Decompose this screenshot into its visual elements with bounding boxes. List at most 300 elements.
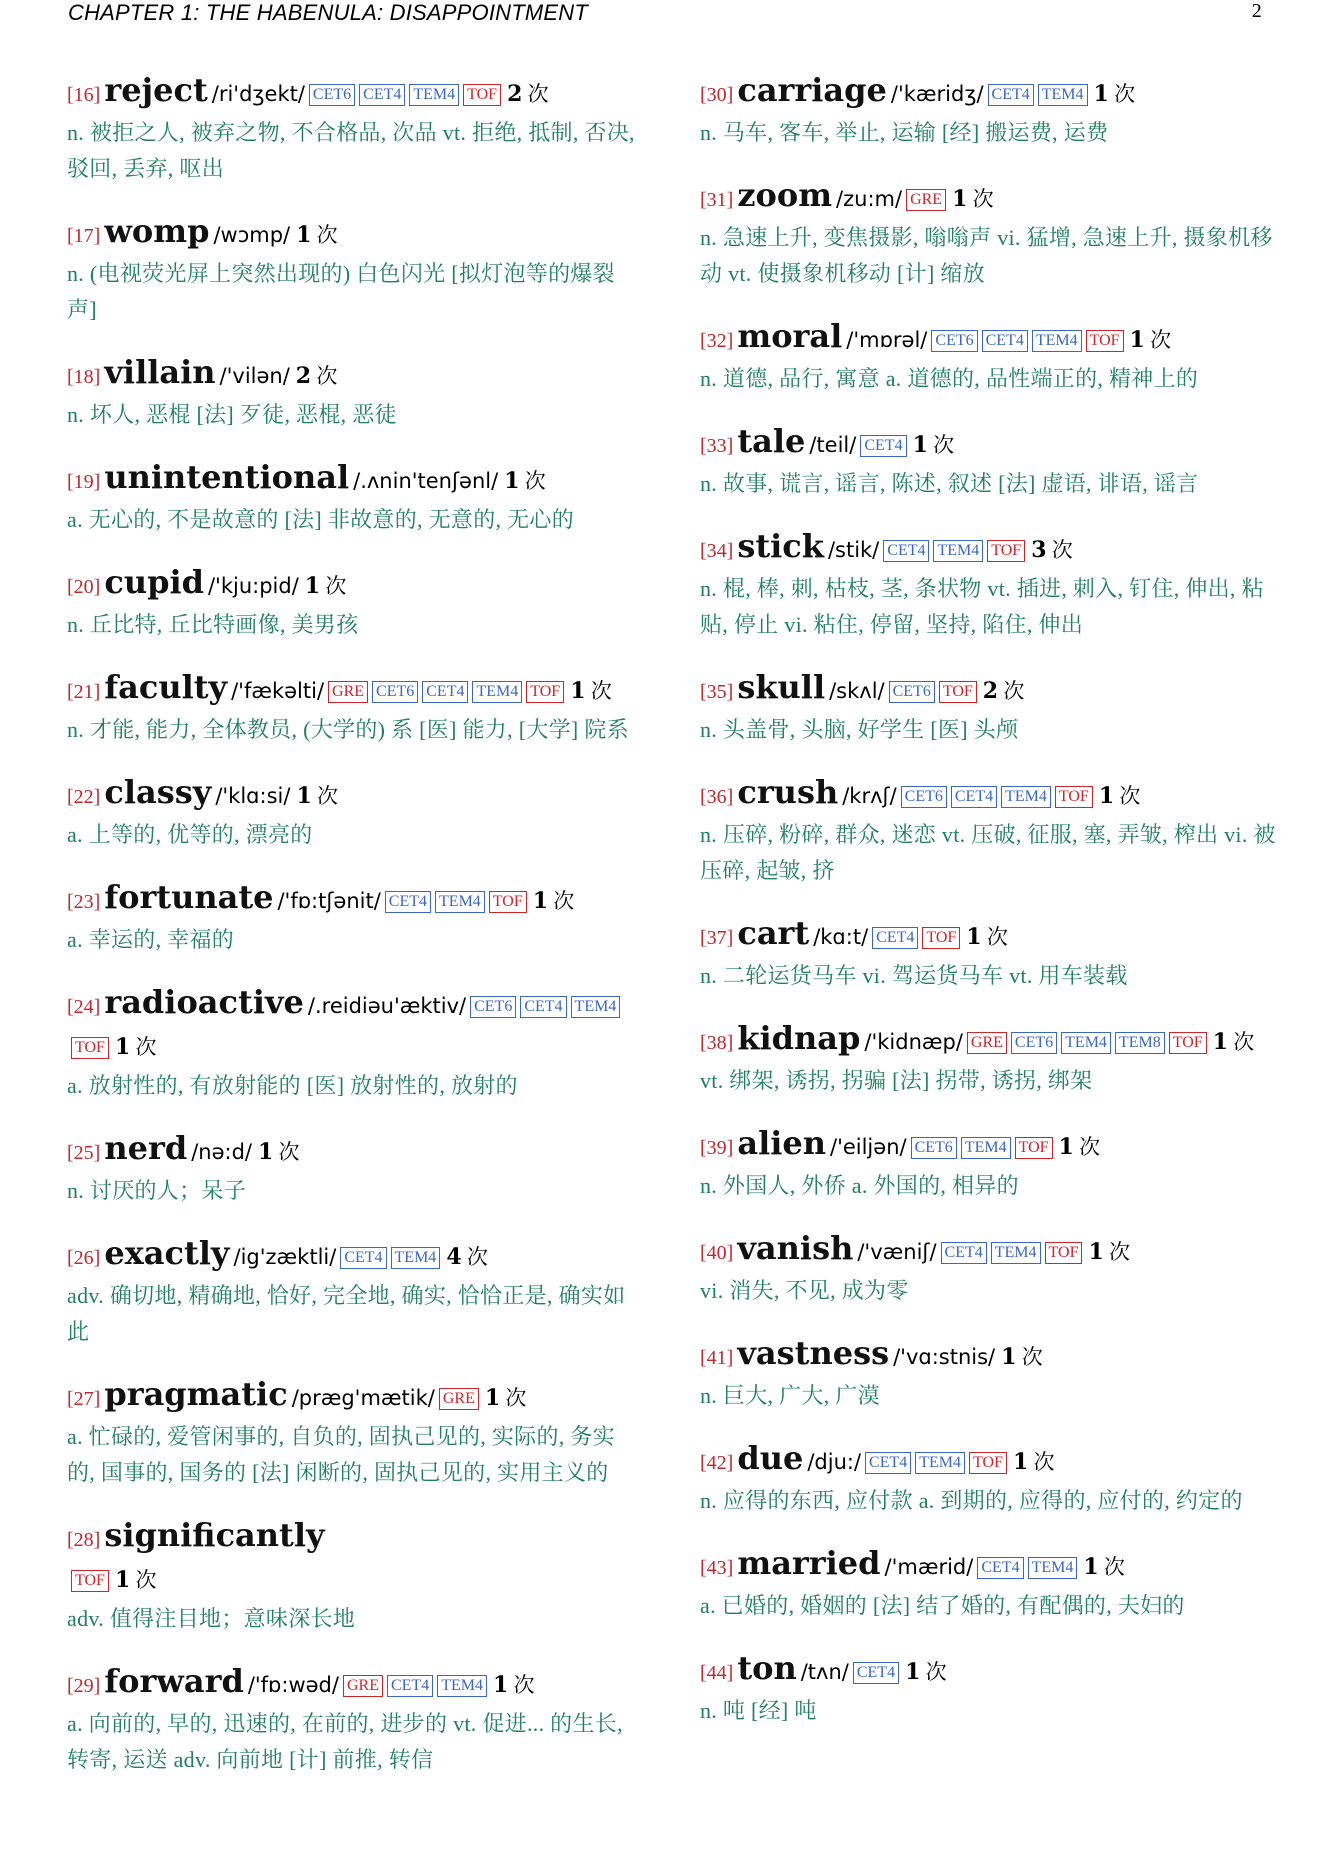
count-number: 1 — [1001, 1344, 1017, 1370]
headword: kidnap — [737, 1019, 861, 1057]
vocab-entry — [67, 1128, 643, 1209]
exam-tag-tof: TOF — [1015, 1137, 1053, 1159]
entry-headline — [700, 1543, 1276, 1588]
count-number: 4 — [446, 1244, 462, 1270]
exam-tag-tem4: TEM4 — [915, 1452, 965, 1474]
phonetic: /'vilən/ — [219, 364, 290, 388]
headword: cupid — [104, 563, 204, 601]
count-unit: 次 — [972, 187, 994, 211]
count-number: 1 — [1212, 1029, 1228, 1055]
exam-tag-cet6: CET6 — [911, 1137, 957, 1159]
vocab-entry — [700, 421, 1276, 502]
definition: n. 棍, 棒, 刺, 枯枝, 茎, 条状物 vt. 插进, 刺入, 钉住, 伸出, 粘贴, 停止 vi. 粘住, 停留, 坚持, 陷住, 伸出 — [700, 576, 1264, 637]
headword: womp — [104, 212, 210, 250]
count-unit: 次 — [1119, 784, 1141, 808]
definition: n. 才能, 能力, 全体教员, (大学的) 系 [医] 能力, [大学] 院系 — [67, 717, 629, 742]
vocab-entry — [700, 913, 1276, 994]
vocab-entry — [700, 70, 1276, 151]
count-unit: 次 — [1233, 1030, 1255, 1054]
occurrence-count — [507, 82, 549, 106]
headword: due — [737, 1439, 804, 1477]
count-number: 2 — [295, 363, 312, 389]
headword: radioactive — [104, 983, 304, 1021]
phonetic: /'fækəlti/ — [231, 679, 325, 703]
count-number: 1 — [1083, 1554, 1099, 1580]
entry-number: [22] — [67, 786, 101, 808]
exam-tag-cet4: CET4 — [982, 330, 1028, 352]
occurrence-count — [983, 679, 1025, 703]
definition: n. 头盖骨, 头脑, 好学生 [医] 头颅 — [700, 717, 1019, 742]
exam-tags — [381, 891, 527, 913]
entry-headline — [67, 211, 643, 256]
definition: n. 应得的东西, 应付款 a. 到期的, 应得的, 应付的, 约定的 — [700, 1488, 1243, 1513]
phonetic: /ri'dʒekt/ — [211, 82, 305, 106]
exam-tag-tof: TOF — [987, 540, 1025, 562]
definition: a. 向前的, 早的, 迅速的, 在前的, 进步的 vt. 促进... 的生长, 转寄, 运送 adv. 向前地 [计] 前推, 转信 — [67, 1711, 623, 1772]
count-number: 1 — [1129, 327, 1145, 353]
exam-tag-tem4: TEM4 — [435, 891, 485, 913]
occurrence-count — [1130, 328, 1172, 352]
count-number: 1 — [905, 1659, 921, 1685]
count-number: 1 — [1012, 1449, 1029, 1475]
definition: n. 马车, 客车, 举止, 运输 [经] 搬运费, 运费 — [700, 120, 1109, 145]
phonetic: /ig'zæktli/ — [233, 1245, 337, 1269]
count-unit: 次 — [1051, 538, 1073, 562]
exam-tag-cet6: CET6 — [470, 996, 516, 1018]
count-unit: 次 — [553, 889, 575, 913]
vocab-entry — [700, 175, 1276, 292]
exam-tags — [856, 435, 906, 457]
vocab-entry — [700, 1438, 1276, 1519]
headword: forward — [104, 1662, 244, 1700]
vocab-entry — [700, 1228, 1276, 1309]
occurrence-count — [966, 925, 1008, 949]
occurrence-count — [1001, 1345, 1043, 1369]
entry-number: [26] — [67, 1247, 101, 1269]
occurrence-count — [115, 1568, 157, 1592]
exam-tag-tof: TOF — [1086, 330, 1124, 352]
entry-headline — [67, 1233, 643, 1278]
count-unit: 次 — [590, 679, 612, 703]
exam-tag-tem8: TEM8 — [1115, 1032, 1165, 1054]
count-unit: 次 — [1033, 1450, 1055, 1474]
vocab-entry — [67, 352, 643, 433]
count-unit: 次 — [135, 1035, 157, 1059]
exam-tag-cet6: CET6 — [1011, 1032, 1057, 1054]
phonetic: /krʌʃ/ — [842, 784, 897, 808]
exam-tags — [339, 1675, 487, 1697]
definition: n. 巨大, 广大, 广漠 — [700, 1383, 880, 1408]
entry-headline — [67, 1515, 643, 1601]
exam-tag-cet4: CET4 — [520, 996, 566, 1018]
entry-headline — [67, 457, 643, 502]
entry-number: [30] — [700, 84, 734, 106]
phonetic: /præg'mætik/ — [291, 1386, 435, 1410]
exam-tag-cet4: CET4 — [883, 540, 929, 562]
exam-tags — [927, 330, 1123, 352]
headword: unintentional — [104, 458, 350, 496]
definition: n. 故事, 谎言, 谣言, 陈述, 叙述 [法] 虚语, 诽语, 谣言 — [700, 471, 1199, 496]
count-number: 1 — [114, 1034, 131, 1060]
entry-number: [43] — [700, 1557, 734, 1579]
vocab-entry — [700, 1018, 1276, 1099]
exam-tags — [984, 84, 1088, 106]
phonetic: /'eiljən/ — [830, 1135, 907, 1159]
count-unit: 次 — [325, 574, 347, 598]
entry-headline — [67, 70, 643, 115]
occurrence-count — [305, 574, 347, 598]
count-number: 1 — [504, 468, 520, 494]
vocab-entry — [67, 1233, 643, 1350]
phonetic: /.ʌnin'tenʃənl/ — [353, 469, 499, 493]
entry-number: [28] — [67, 1529, 101, 1551]
vocab-entry — [700, 1648, 1276, 1729]
exam-tag-gre: GRE — [906, 189, 946, 211]
count-unit: 次 — [1114, 82, 1136, 106]
phonetic: /'fɒ:tʃənit/ — [277, 889, 381, 913]
vocab-entry — [67, 562, 643, 643]
vocab-entry — [67, 877, 643, 958]
count-number: 1 — [966, 924, 982, 950]
entry-number: [24] — [67, 996, 101, 1018]
entry-number: [44] — [700, 1662, 734, 1684]
occurrence-count — [493, 1673, 535, 1697]
exam-tags — [336, 1247, 440, 1269]
count-number: 1 — [484, 1385, 501, 1411]
entry-headline — [700, 1333, 1276, 1378]
entry-headline — [700, 175, 1276, 220]
headword: villain — [104, 353, 216, 391]
exam-tags — [324, 681, 564, 703]
vocab-entry — [67, 211, 643, 328]
exam-tag-cet6: CET6 — [931, 330, 977, 352]
exam-tag-gre: GRE — [967, 1032, 1007, 1054]
exam-tags — [879, 540, 1025, 562]
count-unit: 次 — [278, 1140, 300, 1164]
occurrence-count — [1083, 1555, 1125, 1579]
count-number: 1 — [1098, 783, 1115, 809]
exam-tag-tof: TOF — [71, 1570, 109, 1592]
entry-number: [29] — [67, 1675, 101, 1697]
vocab-entry — [67, 70, 643, 187]
count-number: 1 — [492, 1672, 509, 1698]
headword: alien — [737, 1124, 826, 1162]
exam-tag-tem4: TEM4 — [1032, 330, 1082, 352]
count-number: 1 — [570, 678, 586, 704]
exam-tag-cet4: CET4 — [941, 1242, 987, 1264]
exam-tag-cet4: CET4 — [387, 1675, 433, 1697]
exam-tag-tof: TOF — [1169, 1032, 1207, 1054]
occurrence-count — [913, 433, 955, 457]
page-header — [68, 0, 1262, 30]
count-number: 1 — [952, 186, 968, 212]
exam-tag-tem4: TEM4 — [571, 996, 621, 1018]
definition: a. 放射性的, 有放射能的 [医] 放射性的, 放射的 — [67, 1073, 518, 1098]
headword: ton — [737, 1649, 797, 1687]
phonetic: /wɔmp/ — [213, 223, 291, 247]
headword: exactly — [104, 1234, 230, 1272]
exam-tags — [897, 786, 1093, 808]
phonetic: /nə:d/ — [191, 1140, 252, 1164]
count-unit: 次 — [316, 223, 338, 247]
vocab-entry — [700, 1123, 1276, 1204]
entry-number: [27] — [67, 1388, 101, 1410]
occurrence-count — [905, 1660, 947, 1684]
phonetic: /'fɒ:wəd/ — [247, 1673, 339, 1697]
headword: moral — [737, 317, 843, 355]
phonetic: /'kæridʒ/ — [890, 82, 984, 106]
exam-tag-tem4: TEM4 — [1028, 1557, 1078, 1579]
exam-tags — [849, 1662, 899, 1684]
entry-headline — [700, 913, 1276, 958]
vocab-entry — [700, 772, 1276, 889]
entry-headline — [67, 982, 643, 1068]
count-number: 3 — [1031, 537, 1047, 563]
definition: n. 道德, 品行, 寓意 a. 道德的, 品性端正的, 精神上的 — [700, 366, 1199, 391]
count-number: 1 — [1088, 1239, 1104, 1265]
phonetic: /'kidnæp/ — [864, 1030, 963, 1054]
entry-number: [38] — [700, 1032, 734, 1054]
exam-tag-cet6: CET6 — [372, 681, 418, 703]
exam-tag-tem4: TEM4 — [1061, 1032, 1111, 1054]
entry-headline — [700, 667, 1276, 712]
vocab-entry — [67, 772, 643, 853]
occurrence-count — [1059, 1135, 1101, 1159]
entry-number: [20] — [67, 576, 101, 598]
exam-tag-cet4: CET4 — [359, 84, 405, 106]
definition: n. 丘比特, 丘比特画像, 美男孩 — [67, 612, 359, 637]
headword: stick — [737, 527, 824, 565]
count-unit: 次 — [505, 1386, 527, 1410]
headword: faculty — [104, 668, 228, 706]
occurrence-count — [1013, 1450, 1055, 1474]
definition: n. 被拒之人, 被弃之物, 不合格品, 次品 vt. 拒绝, 抵制, 否决, 驳回, 丢弃, 呕出 — [67, 120, 635, 181]
count-unit: 次 — [1021, 1345, 1043, 1369]
definition: n. (电视荧光屏上突然出现的) 白色闪光 [拟灯泡等的爆裂声] — [67, 261, 615, 322]
left-column — [67, 70, 643, 1802]
vocab-entry — [700, 526, 1276, 643]
exam-tag-cet4: CET4 — [340, 1247, 386, 1269]
phonetic: /teil/ — [809, 433, 857, 457]
count-number: 1 — [912, 432, 928, 458]
exam-tag-tof: TOF — [463, 84, 501, 106]
phonetic: /'kju:pid/ — [207, 574, 299, 598]
exam-tag-tof: TOF — [969, 1452, 1007, 1474]
occurrence-count — [533, 889, 575, 913]
exam-tag-cet6: CET6 — [889, 681, 935, 703]
entry-headline — [67, 772, 643, 817]
exam-tag-tem4: TEM4 — [1001, 786, 1051, 808]
occurrence-count — [296, 364, 338, 388]
count-unit: 次 — [933, 433, 955, 457]
exam-tag-tem4: TEM4 — [933, 540, 983, 562]
exam-tag-cet4: CET4 — [385, 891, 431, 913]
definition: vi. 消失, 不见, 成为零 — [700, 1278, 909, 1303]
count-unit: 次 — [466, 1245, 488, 1269]
vocab-entry — [700, 1333, 1276, 1414]
phonetic: /.reidiəu'æktiv/ — [307, 994, 467, 1018]
exam-tag-tof: TOF — [489, 891, 527, 913]
exam-tag-gre: GRE — [343, 1675, 383, 1697]
definition: a. 幸运的, 幸福的 — [67, 927, 235, 952]
vocab-entry — [67, 667, 643, 748]
entry-headline — [67, 1128, 643, 1173]
count-number: 1 — [1058, 1134, 1074, 1160]
chapter-title: CHAPTER 1: THE HABENULA: DISAPPOINTMENT — [68, 0, 588, 25]
entry-number: [17] — [67, 225, 101, 247]
exam-tag-cet6: CET6 — [901, 786, 947, 808]
definition: a. 无心的, 不是故意的 [法] 非故意的, 无意的, 无心的 — [67, 507, 575, 532]
definition: adv. 值得注目地；意味深长地 — [67, 1606, 356, 1631]
exam-tag-cet6: CET6 — [309, 84, 355, 106]
occurrence-count — [1031, 538, 1073, 562]
entry-number: [18] — [67, 366, 101, 388]
occurrence-count — [1099, 784, 1141, 808]
vocab-entry — [67, 1374, 643, 1491]
exam-tag-gre: GRE — [328, 681, 368, 703]
occurrence-count — [1094, 82, 1136, 106]
count-unit: 次 — [1079, 1135, 1101, 1159]
entry-number: [33] — [700, 435, 734, 457]
right-column — [700, 70, 1276, 1753]
count-unit: 次 — [524, 469, 546, 493]
vocab-entry — [67, 1515, 643, 1637]
exam-tags — [885, 681, 977, 703]
entry-headline — [700, 1123, 1276, 1168]
entry-headline — [700, 1648, 1276, 1693]
count-unit: 次 — [316, 364, 338, 388]
count-unit: 次 — [1003, 679, 1025, 703]
occurrence-count — [296, 223, 338, 247]
count-number: 2 — [982, 678, 999, 704]
count-unit: 次 — [135, 1568, 157, 1592]
exam-tag-tem4: TEM4 — [437, 1675, 487, 1697]
definition: n. 外国人, 外侨 a. 外国的, 相异的 — [700, 1173, 1019, 1198]
definition: n. 急速上升, 变焦摄影, 嗡嗡声 vi. 猛增, 急速上升, 摄象机移动 vt. 使摄象机移动 [计] 缩放 — [700, 225, 1273, 286]
exam-tags — [963, 1032, 1207, 1054]
occurrence-count — [485, 1386, 527, 1410]
entry-number: [37] — [700, 927, 734, 949]
vocab-entry — [67, 982, 643, 1104]
entry-headline — [700, 1228, 1276, 1273]
definition: a. 已婚的, 婚姻的 [法] 结了婚的, 有配偶的, 夫妇的 — [700, 1593, 1185, 1618]
exam-tags — [67, 1570, 109, 1592]
headword: classy — [104, 773, 212, 811]
exam-tag-cet4: CET4 — [872, 927, 918, 949]
exam-tags — [973, 1557, 1077, 1579]
phonetic: /stik/ — [827, 538, 880, 562]
exam-tag-tem4: TEM4 — [391, 1247, 441, 1269]
exam-tag-gre: GRE — [439, 1388, 479, 1410]
exam-tag-cet4: CET4 — [988, 84, 1034, 106]
occurrence-count — [296, 784, 338, 808]
exam-tag-tof: TOF — [922, 927, 960, 949]
entry-headline — [700, 772, 1276, 817]
definition: vt. 绑架, 诱拐, 拐骗 [法] 拐带, 诱拐, 绑架 — [700, 1068, 1093, 1093]
occurrence-count — [446, 1245, 488, 1269]
exam-tags — [907, 1137, 1053, 1159]
count-unit: 次 — [513, 1673, 535, 1697]
entry-headline — [67, 562, 643, 607]
count-unit: 次 — [1103, 1555, 1125, 1579]
vocab-entry — [700, 316, 1276, 397]
entry-headline — [700, 316, 1276, 361]
occurrence-count — [1088, 1240, 1130, 1264]
headword: vanish — [737, 1229, 854, 1267]
count-number: 1 — [532, 888, 549, 914]
phonetic: /kɑ:t/ — [813, 925, 869, 949]
phonetic: /zu:m/ — [836, 187, 903, 211]
definition: n. 讨厌的人；呆子 — [67, 1178, 247, 1203]
exam-tag-tem4: TEM4 — [1038, 84, 1088, 106]
entry-headline — [700, 1018, 1276, 1063]
count-number: 1 — [114, 1567, 131, 1593]
entry-headline — [67, 877, 643, 922]
headword: nerd — [104, 1129, 188, 1167]
definition: n. 吨 [经] 吨 — [700, 1698, 817, 1723]
occurrence-count — [952, 187, 994, 211]
exam-tag-cet4: CET4 — [860, 435, 906, 457]
phonetic: /'klɑ:si/ — [215, 784, 291, 808]
exam-tags — [861, 1452, 1007, 1474]
occurrence-count — [504, 469, 546, 493]
headword: tale — [737, 422, 806, 460]
entry-headline — [700, 421, 1276, 466]
exam-tag-tof: TOF — [939, 681, 977, 703]
count-unit: 次 — [1150, 328, 1172, 352]
definition: a. 上等的, 优等的, 漂亮的 — [67, 822, 313, 847]
definition: a. 忙碌的, 爱管闲事的, 自负的, 固执己见的, 实际的, 务实的, 国事的, 国务的 [法] 闲断的, 固执己见的, 实用主义的 — [67, 1424, 615, 1485]
count-unit: 次 — [1109, 1240, 1131, 1264]
headword: cart — [737, 914, 810, 952]
phonetic: /dju:/ — [807, 1450, 862, 1474]
definition: n. 二轮运货马车 vi. 驾运货马车 vt. 用车装载 — [700, 963, 1128, 988]
exam-tag-tem4: TEM4 — [409, 84, 459, 106]
exam-tag-tem4: TEM4 — [472, 681, 522, 703]
entry-number: [35] — [700, 681, 734, 703]
entry-headline — [67, 1374, 643, 1419]
exam-tag-cet4: CET4 — [422, 681, 468, 703]
definition: n. 压碎, 粉碎, 群众, 迷恋 vt. 压破, 征服, 塞, 弄皱, 榨出 vi. 被压碎, 起皱, 挤 — [700, 822, 1276, 883]
entry-headline — [67, 667, 643, 712]
entry-number: [19] — [67, 471, 101, 493]
phonetic: /skʌl/ — [829, 679, 885, 703]
count-unit: 次 — [986, 925, 1008, 949]
entry-number: [39] — [700, 1137, 734, 1159]
headword: crush — [737, 773, 839, 811]
headword: fortunate — [104, 878, 274, 916]
entry-headline — [700, 526, 1276, 571]
entry-number: [32] — [700, 330, 734, 352]
exam-tag-tof: TOF — [1045, 1242, 1083, 1264]
vocab-entry — [67, 457, 643, 538]
exam-tags — [868, 927, 960, 949]
count-unit: 次 — [317, 784, 338, 808]
count-number: 2 — [507, 81, 523, 107]
exam-tags — [305, 84, 501, 106]
vocab-entry — [67, 1661, 643, 1778]
entry-number: [23] — [67, 891, 101, 913]
headword: pragmatic — [104, 1375, 288, 1413]
entry-headline — [67, 352, 643, 397]
headword: zoom — [737, 176, 833, 214]
phonetic: /'væniʃ/ — [857, 1240, 937, 1264]
exam-tags — [937, 1242, 1083, 1264]
count-unit: 次 — [527, 82, 549, 106]
entry-number: [21] — [67, 681, 101, 703]
occurrence-count — [1213, 1030, 1255, 1054]
exam-tag-cet4: CET4 — [853, 1662, 899, 1684]
